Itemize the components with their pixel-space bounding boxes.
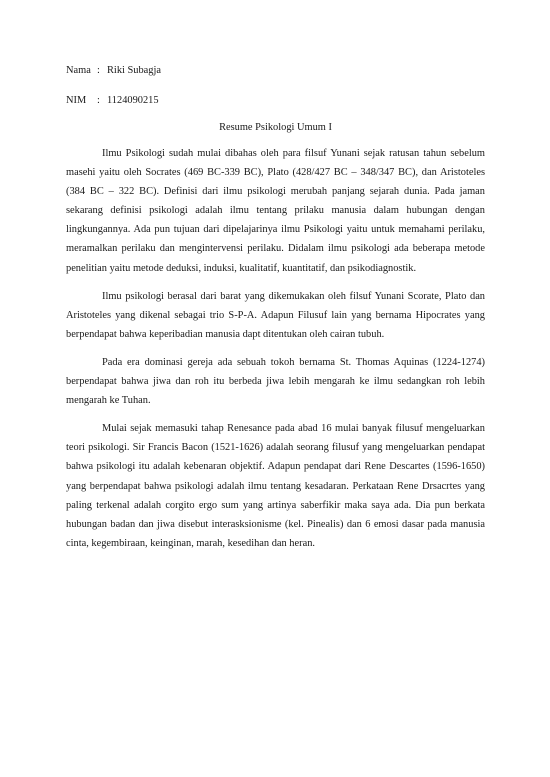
name-label: Nama: [66, 65, 91, 76]
nim-separator: :: [97, 95, 100, 106]
paragraph-renaissance: Mulai sejak memasuki tahap Renesance pada abad 16 mulai banyak filusuf mengeluarkan teori psikologi. Sir Francis Bacon (1521-1626) adalah seorang filusuf yang mengeluarkan pendapat bahwa psikologi itu adalah kebenaran objektif. Adapun pendapat dari Rene Descartes (1596-1650) yang berpendapat bahwa psikologi adalah ilmu tentang kesadaran. Perkataan Rene Drsacrtes yang paling terkenal adalah corgito ergo sum yang artinya saberfikir maka saya ada. Dia pun berkata hubungan badan dan jiwa disebut interasksionisme (kel. Pinealis) dan 6 emosi dasar pada manusia cinta, kegembiraan, keinginan, marah, kesedihan dan heran.: [66, 423, 485, 549]
paragraph-church-era: Pada era dominasi gereja ada sebuah tokoh bernama St. Thomas Aquinas (1224-1274) berpendapat bahwa jiwa dan roh itu berbeda jiwa lebih mengarah ke ilmu sedangkan roh lebih mengarah ke Tuhan.: [66, 356, 485, 407]
name-separator: :: [97, 65, 100, 76]
paragraph-origin: Ilmu psikologi berasal dari barat yang dikemukakan oleh filsuf Yunani Scorate, Plato dan Aristoteles yang dikenal sebagai trio S-P-A. Adapun Filusuf lain yang bernama Hipocrates yang berpendapat bahwa keperibadian manusia dapt ditentukan oleh cairan tubuh.: [66, 290, 485, 340]
document-content: [66, 64, 485, 562]
nim-line: [66, 94, 485, 107]
nim-value: 1124090215: [107, 95, 159, 106]
document-title: Resume Psikologi Umum I: [219, 122, 332, 133]
paragraph-definition: Ilmu Psikologi sudah mulai dibahas oleh para filsuf Yunani sejak ratusan tahun sebelum masehi yaitu oleh Socrates (469 BC-339 BC), Plato (428/427 BC – 348/347 BC), dan Aristoteles (384 BC – 322 BC). Definisi dari ilmu psikologi merubah panjang sejarah dunia. Pada jaman sekarang definisi psikologi adalah ilmu tentang prilaku manusia dalam hubungan dengan lingkungannya. Ada pun tujuan dari dipelajarinya ilmu Psikologi yaitu untuk memahami perilaku, meramalkan perilaku dan mengintervensi perilaku. Didalam ilmu psikologi ada beberapa metode penelitian yaitu metode deduksi, induksi, kualitatif, kuantitatif, dan psikodiagnostik.: [66, 148, 485, 274]
name-line: [66, 64, 485, 77]
nim-label: NIM: [66, 95, 87, 106]
name-value: Riki Subagja: [107, 65, 161, 76]
